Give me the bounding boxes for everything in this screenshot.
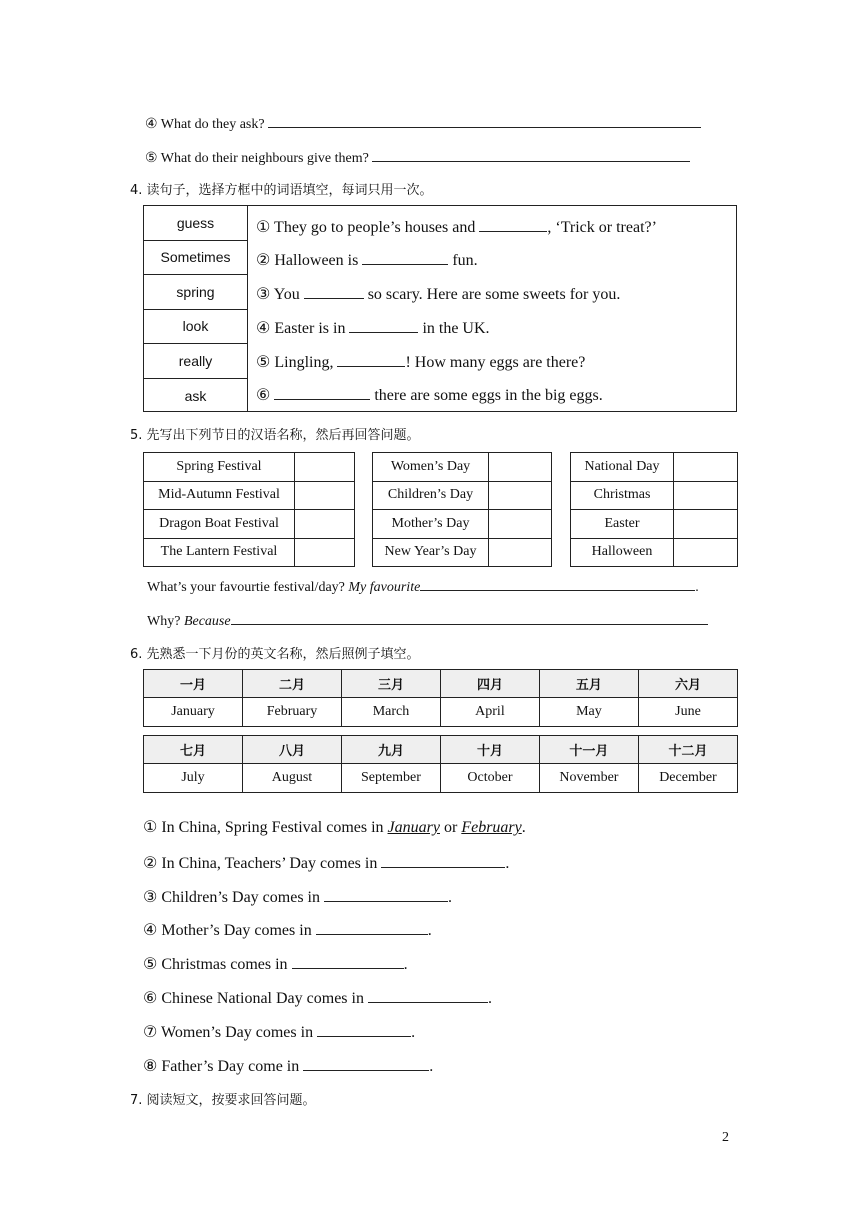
festival-table-1 [143,452,355,567]
month-cn: 六月 [638,670,737,698]
festival-name: Easter [571,510,674,539]
word-bank-item: ask [184,387,207,404]
month-en: October [440,764,539,793]
answer-blank[interactable] [274,383,370,400]
month-table-1 [143,669,738,727]
chinese-name-cell[interactable] [489,481,552,510]
q6-item-3: ③ Children’s Day comes in . [143,885,452,907]
month-en: April [440,698,539,727]
word-bank-item: really [144,344,247,379]
answer-blank[interactable] [268,113,701,128]
festival-name: Women’s Day [373,453,489,482]
q4-sentence-2: ② Halloween is fun. [256,248,478,270]
q6-item-6: ⑥ Chinese National Day comes in . [143,986,492,1008]
chinese-name-cell[interactable] [295,538,355,567]
month-en: June [638,698,737,727]
word-bank-item: look [144,310,247,345]
answer-blank[interactable] [304,282,364,299]
month-cn: 九月 [341,736,440,764]
answer-blank[interactable] [316,918,428,935]
chinese-name-cell[interactable] [489,538,552,567]
chinese-name-cell[interactable] [674,538,738,567]
month-en: December [638,764,737,793]
chinese-name-cell[interactable] [295,481,355,510]
month-cn: 五月 [539,670,638,698]
answer-blank[interactable] [381,851,505,868]
month-cn: 七月 [144,736,243,764]
q6-item-2: ② In China, Teachers’ Day comes in . [143,851,509,873]
festival-table-2 [372,452,552,567]
word-bank-item: guess [144,206,247,241]
festival-name: Children’s Day [373,481,489,510]
month-en: July [144,764,243,793]
month-cn: 三月 [341,670,440,698]
q6-example: ① In China, Spring Festival comes in January or February. [143,819,526,836]
q5-question-1: What’s your favourtie festival/day? My favourite . [147,576,699,596]
chinese-name-cell[interactable] [674,481,738,510]
month-cn: 八月 [242,736,341,764]
answer-blank[interactable] [324,885,448,902]
answer-blank[interactable] [420,576,695,591]
q4-sentence-6: ⑥ there are some eggs in the big eggs. [256,383,603,405]
month-en: February [242,698,341,727]
answer-blank[interactable] [362,248,448,265]
month-cn: 十二月 [638,736,737,764]
word-bank [144,206,248,411]
q4-sentence-5: ⑤ Lingling, ! How many eggs are there? [256,350,585,372]
chinese-name-cell[interactable] [674,510,738,539]
festival-table-3 [570,452,738,567]
festival-name: Mother’s Day [373,510,489,539]
q6-item-8: ⑧ Father’s Day come in . [143,1054,433,1076]
q6-item-4: ④ Mother’s Day comes in . [143,918,432,940]
answer-blank[interactable] [368,986,488,1003]
q3-item-4: ④ What do they ask? [145,113,701,133]
word-bank-item: Sometimes [144,241,247,276]
month-en: May [539,698,638,727]
festival-name: Dragon Boat Festival [144,510,295,539]
answer-blank[interactable] [372,147,690,162]
chinese-name-cell[interactable] [489,453,552,482]
answer-blank[interactable] [292,952,404,969]
chinese-name-cell[interactable] [295,453,355,482]
q4-sentence-3: ③ You so scary. Here are some sweets for you. [256,282,620,304]
page-number: 2 [722,1130,729,1145]
festival-name: Mid-Autumn Festival [144,481,295,510]
festival-name: The Lantern Festival [144,538,295,567]
answer-blank[interactable] [317,1020,411,1037]
month-en: August [242,764,341,793]
chinese-name-cell[interactable] [674,453,738,482]
month-cn: 十一月 [539,736,638,764]
chinese-name-cell[interactable] [489,510,552,539]
festival-name: New Year’s Day [373,538,489,567]
festival-name: Spring Festival [144,453,295,482]
q3-item-5: ⑤ What do their neighbours give them? [145,147,690,167]
chinese-name-cell[interactable] [295,510,355,539]
month-cn: 四月 [440,670,539,698]
q6-item-5: ⑤ Christmas comes in . [143,952,408,974]
month-table-2 [143,735,738,793]
month-en: March [341,698,440,727]
answer-blank[interactable] [303,1054,429,1071]
answer-blank[interactable] [231,610,708,625]
festival-name: Halloween [571,538,674,567]
festival-name: Christmas [571,481,674,510]
q4-word-box [143,205,737,412]
q5-heading: 5. 先写出下列节日的汉语名称，然后再回答问题。 [130,428,420,443]
q6-heading: 6. 先熟悉一下月份的英文名称，然后照例子填空。 [130,647,420,662]
festival-name: National Day [571,453,674,482]
q6-item-7: ⑦ Women’s Day comes in . [143,1020,415,1042]
month-en: January [144,698,243,727]
q4-heading: 4. 读句子，选择方框中的词语填空，每词只用一次。 [130,183,433,198]
q4-sentence-1: ① They go to people’s houses and , ‘Trick or treat?’ [256,215,657,237]
month-en: November [539,764,638,793]
answer-blank[interactable] [337,350,405,367]
answer-blank[interactable] [349,316,418,333]
word-bank-item: spring [144,275,247,310]
q4-sentence-4: ④ Easter is in in the UK. [256,316,490,338]
q5-question-2: Why? Because [147,610,708,630]
month-cn: 一月 [144,670,243,698]
q7-heading: 7. 阅读短文，按要求回答问题。 [130,1093,316,1108]
month-cn: 十月 [440,736,539,764]
month-en: September [341,764,440,793]
month-cn: 二月 [242,670,341,698]
answer-blank[interactable] [479,215,547,232]
